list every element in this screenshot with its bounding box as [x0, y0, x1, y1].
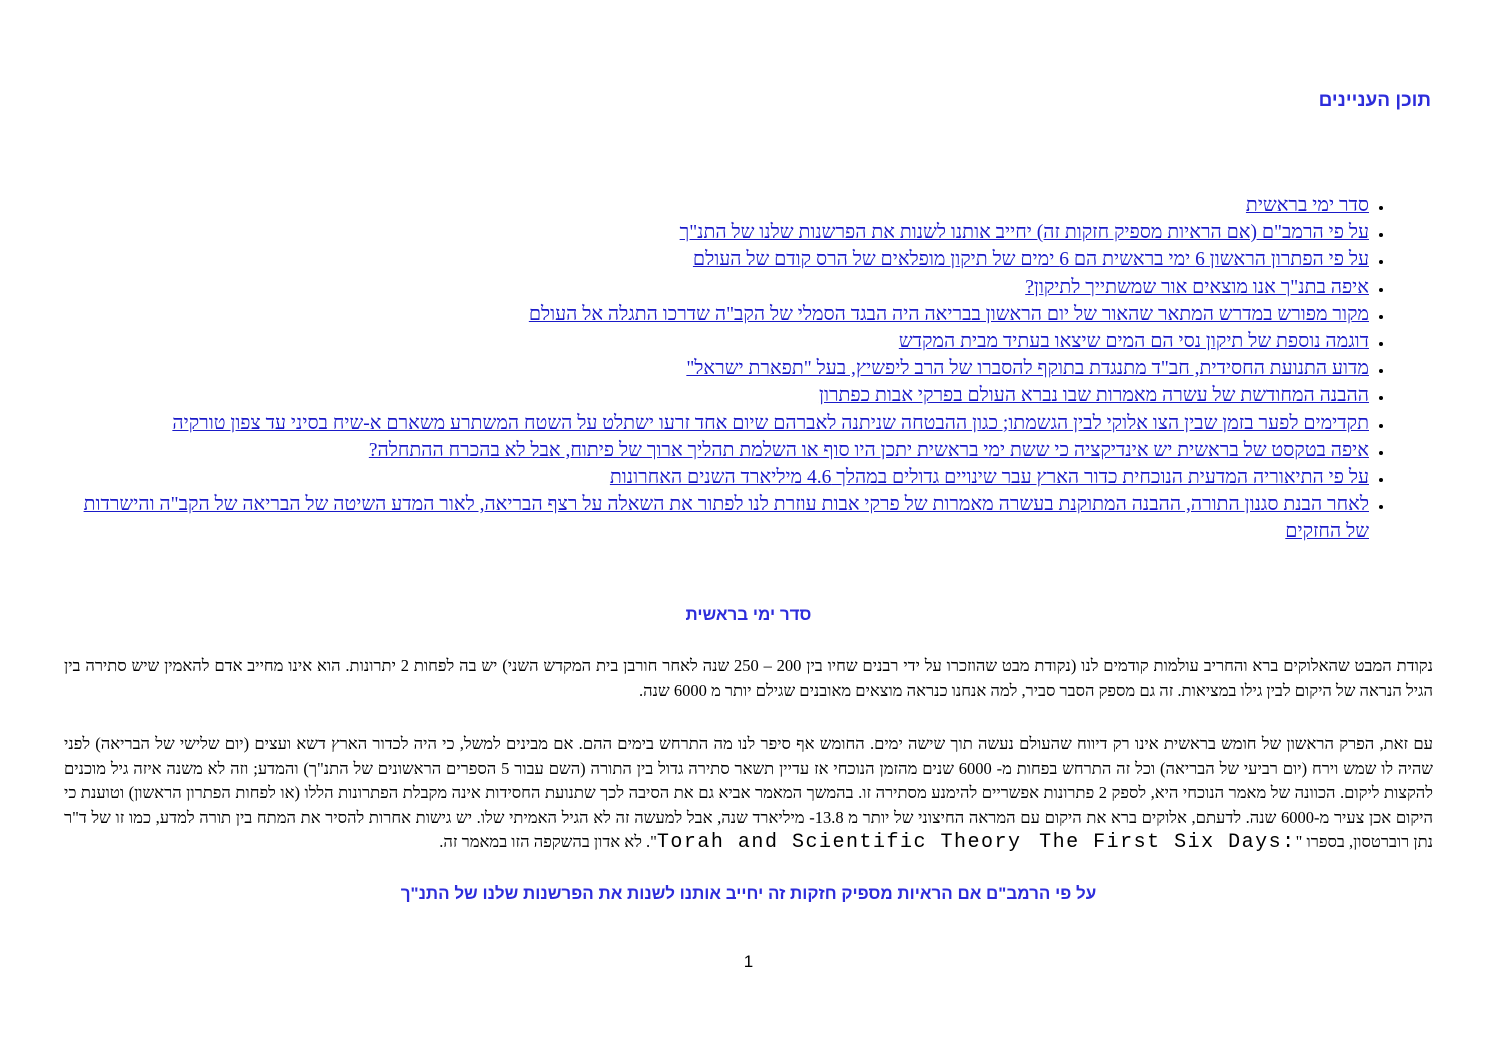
toc-item	[79, 382, 1369, 409]
toc-item	[79, 355, 1369, 382]
toc-item	[79, 246, 1369, 273]
toc-link-10[interactable]: איפה בטקסט של בראשית יש אינדיקציה כי ששת ימי בראשית יתכן היו סוף או השלמת תהליך ארוך של פיתוח, אבל לא בהכרח ההתחלה?	[368, 439, 1369, 461]
toc-item	[79, 491, 1369, 545]
toc-item	[79, 464, 1369, 491]
toc-link-7[interactable]: מדוע התנועת החסידית, חב"ד מתנגדת בתוקף להסברו של הרב ליפשיץ, בעל "תפארת ישראל"	[686, 358, 1369, 380]
toc-link-6[interactable]: דוגמה נוספת של תיקון נסי הם המים שיצאו בעתיד מבית המקדש	[898, 331, 1369, 353]
toc-link-11[interactable]: על פי התיאוריה המדעית הנוכחית כדור הארץ עבר שינויים גדולים במהלך 4.6 מיליארד השנים האחרונות	[609, 467, 1369, 489]
toc-list	[79, 192, 1401, 546]
toc-link-5[interactable]: מקור מפורש במדרש המתאר שהאור של יום הראשון בבריאה היה הבגד הסמלי של הקב"ה שדרכו התגלה אל העולם	[528, 303, 1369, 325]
paragraph-2-end: ". לא אדון בהשקפה הזו במאמר זה.	[439, 832, 657, 851]
toc-link-9[interactable]: תקדימים לפער בזמן שבין הצו אלוקי לבין הגשמתו; כגון ההבטחה שניתנה לאברהם שיום אחד זרעו ישתלט על השטח המשתרע משארם א-שיח בסיני עד צפון טורקיה	[172, 412, 1369, 434]
toc-title: תוכן העניינים	[1318, 90, 1431, 111]
page-number: 1	[743, 952, 754, 971]
toc-link-12[interactable]: לאחר הבנת סגנון התורה, ההבנה המתוקנת בעשרה מאמרות של פרקי אבות עוזרת לנו לפתור את השאלה על רצף הבריאה, לאור המדע השיטה של הבריאה של הקב"ה והישרדות של החזקים	[83, 494, 1369, 543]
toc-item	[79, 274, 1369, 301]
toc-link-3[interactable]: על פי הפתרון הראשון 6 ימי בראשית הם 6 ימים של תיקון מופלאים של הרס קודם של העולם	[692, 249, 1369, 271]
toc-item	[79, 328, 1369, 355]
toc-item	[79, 301, 1369, 328]
section-heading-rambam: על פי הרמב"ם אם הראיות מספיק חזקות זה יחייב אותנו לשנות את הפרשנות שלנו של התנ"ך	[400, 884, 1097, 903]
toc-link-2[interactable]: על פי הרמב"ם (אם הראיות מספיק חזקות זה) יחייב אותנו לשנות את הפרשנות שלנו של התנ"ך	[679, 222, 1369, 244]
toc-item	[79, 437, 1369, 464]
toc-link-1[interactable]: סדר ימי בראשית	[1245, 195, 1369, 216]
book-title-part-2: Torah and Scientific Theory	[656, 831, 1022, 854]
body-paragraph-2	[64, 732, 1433, 856]
section-heading-creation-order: סדר ימי בראשית	[685, 605, 812, 624]
toc-item	[79, 219, 1369, 246]
toc-link-4[interactable]: איפה בתנ"ך אנו מוצאים אור שמשתייך לתיקון?	[1025, 276, 1369, 298]
book-title-part-1: The First Six Days:	[1025, 831, 1296, 854]
toc-link-8[interactable]: ההבנה המחודשת של עשרה מאמרות שבו נברא העולם בפרקי אבות כפתרון	[818, 385, 1369, 407]
paragraph-2-text: עם זאת, הפרק הראשון של חומש בראשית אינו רק דיווח שהעולם נעשה תוך שישה ימים. החומש אף סיפר לנו מה התרחש בימים ההם. אם מבינים למשל, כי היה לכדור הארץ דשא ועצים (יום שלישי של הבריאה) לפני שהיה לו שמש וירח (יום רביעי של הבריאה) וכל זה התרחש בפחות מ- 6000 שנים מהזמן הנוכחי אז עדיין תשאר סתירה גדול בין התורה (השם עבור 5 הספרים הראשונים של התנ"ך) והמדע; וזה לא משנה איזה גיל מוכנים להקצות ליקום. הכוונה של מאמר הנוכחי היא, לספק 2 פתרונות אפשריים להימנע מסתירה זו. בהמשך המאמר אביא גם את הסיבה לכך שתנועת החסידות אינה מקבלת הפתרונות הללו (או לפחות הפתרון הראשון) וטוענת כי היקום אכן צעיר מ-6000 שנה. לדעתם, אלוקים ברא את היקום עם המראה החיצוני של יותר מ 13.8- מיליארד שנה, אבל למעשה זה לא הגיל האמיתי שלו. יש גישות אחרות להסיר את המתח בין תורה למדע, כמו זו של ד"ר נתן רוברטסון, בספרו "	[64, 734, 1434, 851]
body-paragraph-1: נקודת המבט שהאלוקים ברא והחריב עולמות קודמים לנו (נקודת מבט שהוזכרו על ידי רבנים שחיו בין 200 – 250 שנה לאחר חורבן בית המקדש השני) יש בה לפחות 2 יתרונות. הוא אינו מחייב אדם להאמין שיש סתירה בין הגיל הנראה של היקום לבין גילו במציאות. זה גם מספק הסבר סביר, למה אנחנו כנראה מוצאים מאובנים שגילם יותר מ 6000 שנה.	[64, 656, 1433, 700]
toc-item	[79, 410, 1369, 437]
toc-item	[79, 192, 1369, 219]
